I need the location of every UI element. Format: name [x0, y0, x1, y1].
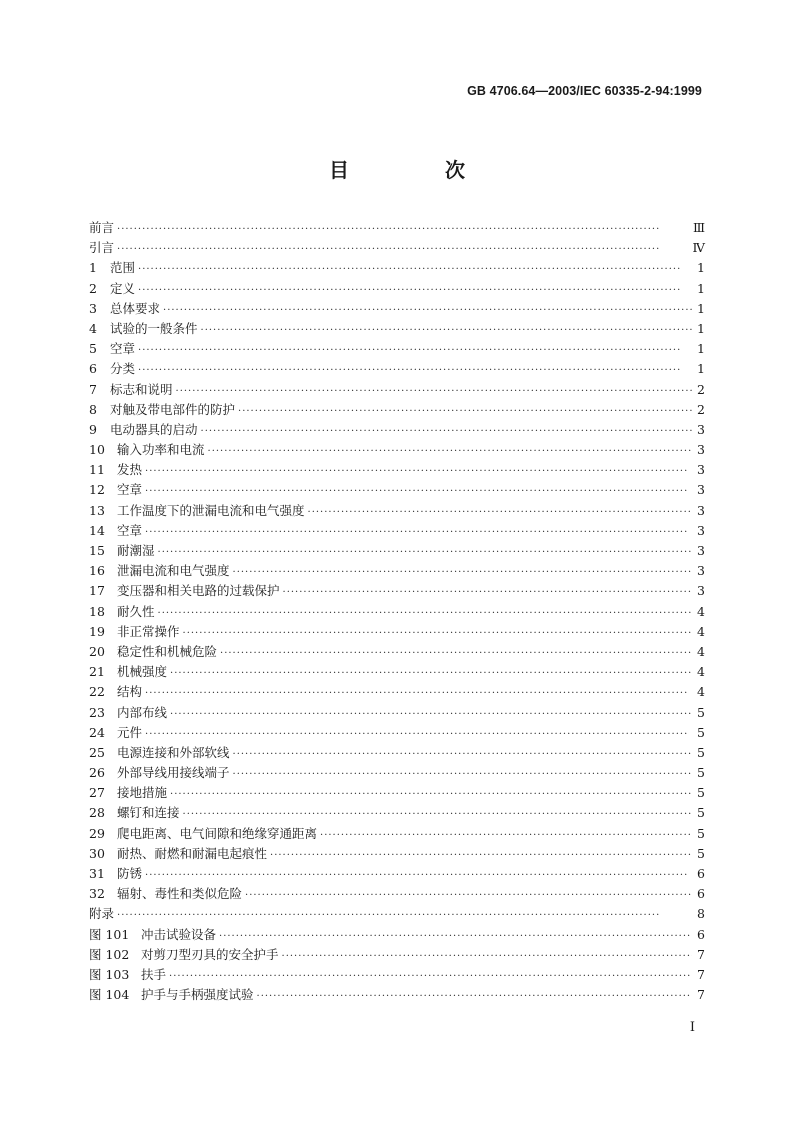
toc-entry[interactable]	[89, 763, 705, 783]
toc-entry-title: 变压器和相关电路的过载保护	[117, 583, 280, 599]
toc-entry-title: 内部布线	[117, 704, 168, 720]
toc-entry[interactable]	[89, 925, 705, 945]
toc-entry[interactable]	[89, 561, 705, 581]
toc-entry-title: 发热	[117, 462, 143, 478]
toc-entry-page: 7	[697, 966, 705, 982]
toc-entry-page: 4	[697, 664, 705, 680]
toc-leader-dots	[117, 220, 690, 240]
toc-entry[interactable]	[89, 743, 705, 763]
toc-entry-title: 范围	[110, 260, 136, 276]
toc-leader-dots	[245, 886, 692, 906]
toc-leader-dots	[201, 422, 692, 442]
toc-entry-number: 9	[89, 421, 97, 437]
table-of-contents	[89, 218, 705, 1005]
toc-leader-dots	[145, 684, 692, 704]
toc-entry-number: 29	[89, 825, 105, 841]
toc-leader-dots	[208, 442, 692, 462]
toc-leader-dots	[282, 947, 692, 967]
toc-entry-number: 16	[89, 563, 105, 579]
toc-entry-title: 电源连接和外部软线	[117, 744, 230, 760]
toc-entry-number: 15	[89, 543, 105, 558]
toc-leader-dots	[308, 503, 692, 523]
toc-entry-title: 工作温度下的泄漏电流和电气强度	[117, 502, 305, 518]
toc-entry-number: 28	[89, 805, 105, 821]
toc-entry[interactable]	[89, 420, 705, 440]
toc-entry-number: 6	[89, 361, 97, 377]
toc-entry[interactable]	[89, 339, 705, 359]
toc-entry[interactable]	[89, 864, 705, 884]
toc-leader-dots	[145, 725, 692, 745]
toc-leader-dots	[138, 341, 692, 361]
toc-leader-dots	[145, 482, 692, 502]
toc-entry-page: Ⅳ	[692, 240, 705, 256]
toc-entry-title: 冲击试验设备	[141, 926, 217, 942]
toc-entry-page: 4	[697, 603, 705, 619]
toc-entry-page: 5	[697, 785, 705, 801]
toc-entry-title: 前言	[89, 220, 115, 235]
toc-leader-dots	[183, 624, 692, 644]
toc-entry-number: 32	[89, 886, 105, 902]
toc-entry-title: 护手与手柄强度试验	[141, 987, 254, 1003]
toc-entry-title: 耐潮湿	[117, 543, 155, 558]
toc-entry-title: 引言	[89, 240, 115, 256]
toc-entry-number: 14	[89, 522, 105, 538]
toc-entry[interactable]	[89, 824, 705, 844]
toc-entry-title: 试验的一般条件	[110, 320, 198, 336]
toc-entry-number: 图 102	[89, 946, 130, 962]
toc-entry-title: 机械强度	[117, 664, 168, 680]
toc-entry[interactable]	[89, 662, 705, 682]
toc-entry[interactable]	[89, 258, 705, 278]
toc-entry-page: 5	[697, 704, 705, 720]
toc-leader-dots	[233, 563, 692, 583]
toc-entry[interactable]	[89, 703, 705, 723]
toc-entry[interactable]	[89, 783, 705, 803]
toc-entry-number: 18	[89, 603, 105, 619]
toc-leader-dots	[201, 321, 692, 341]
toc-entry-title: 输入功率和电流	[117, 442, 205, 458]
toc-entry-page: Ⅲ	[692, 220, 705, 235]
toc-entry-title: 扶手	[141, 966, 167, 982]
toc-entry-title: 对剪刀型刃具的安全护手	[141, 946, 279, 962]
toc-leader-dots	[270, 846, 692, 866]
toc-entry-title: 爬电距离、电气间隙和绝缘穿通距离	[117, 825, 318, 841]
toc-entry-number: 8	[89, 401, 97, 417]
toc-entry[interactable]	[89, 279, 705, 299]
toc-entry-title: 稳定性和机械危险	[117, 643, 218, 659]
toc-entry-title: 防锈	[117, 866, 143, 881]
toc-entry-title: 空章	[117, 522, 143, 538]
toc-entry-title: 耐热、耐燃和耐漏电起痕性	[117, 845, 268, 861]
toc-leader-dots	[170, 785, 692, 805]
toc-entry-title: 非正常操作	[117, 623, 180, 639]
toc-entry-number: 1	[89, 260, 97, 276]
toc-leader-dots	[257, 987, 692, 1007]
toc-leader-dots	[238, 402, 692, 422]
toc-leader-dots	[117, 240, 689, 260]
toc-entry-title: 接地措施	[117, 785, 168, 801]
toc-entry-page: 1	[697, 260, 705, 276]
toc-leader-dots	[170, 664, 692, 684]
toc-entry-number: 31	[89, 866, 105, 881]
toc-entry-page: 1	[697, 361, 705, 377]
toc-entry-page: 7	[697, 946, 705, 962]
toc-entry-page: 1	[697, 280, 705, 296]
toc-leader-dots	[117, 906, 692, 926]
toc-entry-page: 3	[697, 421, 705, 437]
toc-entry-number: 26	[89, 765, 105, 781]
toc-entry-number: 2	[89, 280, 97, 296]
toc-entry-number: 图 101	[89, 926, 130, 942]
toc-entry[interactable]	[89, 965, 705, 985]
toc-entry-page: 6	[697, 926, 705, 942]
toc-leader-dots	[233, 765, 692, 785]
toc-entry-title: 耐久性	[117, 603, 155, 619]
toc-leader-dots	[158, 543, 692, 563]
toc-entry[interactable]	[89, 460, 705, 480]
toc-entry-number: 17	[89, 583, 105, 599]
toc-entry[interactable]	[89, 803, 705, 823]
toc-entry-page: 3	[697, 583, 705, 599]
toc-entry-page: 8	[697, 906, 705, 922]
toc-leader-dots	[283, 583, 692, 603]
toc-entry-number: 30	[89, 845, 105, 861]
toc-entry-page: 2	[697, 381, 705, 397]
page-title: 目 次	[329, 158, 503, 182]
toc-entry-title: 对触及带电部件的防护	[110, 401, 236, 417]
toc-entry-number: 图 104	[89, 987, 130, 1003]
toc-entry-title: 标志和说明	[110, 381, 173, 397]
toc-entry-page: 3	[697, 462, 705, 478]
toc-leader-dots	[138, 260, 692, 280]
toc-entry-page: 6	[697, 886, 705, 902]
toc-entry-page: 2	[697, 401, 705, 417]
toc-entry[interactable]	[89, 440, 705, 460]
toc-leader-dots	[183, 805, 692, 825]
toc-entry[interactable]	[89, 904, 705, 924]
toc-entry-number: 27	[89, 785, 105, 801]
toc-leader-dots	[145, 866, 692, 886]
toc-entry-number: 24	[89, 724, 105, 740]
toc-entry[interactable]	[89, 238, 705, 258]
toc-entry-page: 6	[697, 866, 705, 881]
toc-entry[interactable]	[89, 380, 705, 400]
toc-leader-dots	[220, 644, 692, 664]
toc-entry-number: 7	[89, 381, 97, 397]
toc-entry-number: 图 103	[89, 966, 130, 982]
toc-entry-page: 5	[697, 744, 705, 760]
toc-leader-dots	[320, 826, 692, 846]
toc-entry[interactable]	[89, 581, 705, 601]
toc-entry-page: 3	[697, 442, 705, 458]
toc-leader-dots	[158, 604, 692, 624]
toc-entry-page: 7	[697, 987, 705, 1003]
toc-entry-number: 4	[89, 320, 97, 336]
page-number: I	[689, 1020, 695, 1035]
toc-entry-title: 电动器具的启动	[110, 421, 198, 437]
toc-entry-page: 3	[697, 543, 705, 558]
toc-entry[interactable]	[89, 218, 705, 238]
toc-entry-number: 13	[89, 502, 105, 518]
toc-entry-title: 定义	[110, 280, 136, 296]
toc-entry-page: 5	[697, 805, 705, 821]
toc-leader-dots	[170, 705, 692, 725]
toc-leader-dots	[233, 745, 692, 765]
toc-entry-page: 3	[697, 522, 705, 538]
toc-entry[interactable]	[89, 359, 705, 379]
toc-entry[interactable]	[89, 642, 705, 662]
toc-entry-page: 3	[697, 502, 705, 518]
toc-entry[interactable]	[89, 945, 705, 965]
standard-code: GB 4706.64—2003/IEC 60335-2-94:1999	[467, 84, 702, 98]
toc-entry[interactable]	[89, 501, 705, 521]
toc-entry[interactable]	[89, 985, 705, 1005]
toc-leader-dots	[169, 967, 692, 987]
toc-entry-number: 19	[89, 623, 105, 639]
toc-entry-page: 4	[697, 623, 705, 639]
toc-leader-dots	[163, 301, 692, 321]
toc-entry-title: 泄漏电流和电气强度	[117, 563, 230, 579]
toc-entry-page: 5	[697, 765, 705, 781]
toc-entry-number: 25	[89, 744, 105, 760]
toc-entry[interactable]	[89, 884, 705, 904]
toc-entry-number: 10	[89, 442, 105, 458]
toc-entry[interactable]	[89, 602, 705, 622]
toc-entry[interactable]	[89, 723, 705, 743]
toc-entry-page: 1	[697, 300, 705, 316]
toc-entry-page: 4	[697, 643, 705, 659]
toc-entry[interactable]	[89, 319, 705, 339]
toc-entry-page: 3	[697, 563, 705, 579]
toc-leader-dots	[138, 361, 692, 381]
toc-entry-number: 20	[89, 643, 105, 659]
toc-entry-number: 5	[89, 341, 97, 357]
toc-entry-page: 3	[697, 482, 705, 498]
toc-entry[interactable]	[89, 844, 705, 864]
toc-entry-title: 外部导线用接线端子	[117, 765, 230, 781]
toc-entry-page: 5	[697, 724, 705, 740]
toc-entry-page: 5	[697, 845, 705, 861]
toc-entry-title: 元件	[117, 724, 143, 740]
toc-entry[interactable]	[89, 622, 705, 642]
toc-entry-title: 空章	[117, 482, 143, 498]
toc-entry-number: 11	[89, 462, 105, 478]
toc-entry-title: 辐射、毒性和类似危险	[117, 886, 243, 902]
toc-entry-number: 3	[89, 300, 97, 316]
toc-leader-dots	[145, 462, 692, 482]
toc-entry[interactable]	[89, 299, 705, 319]
toc-leader-dots	[145, 523, 692, 543]
toc-entry-number: 12	[89, 482, 105, 498]
toc-entry[interactable]	[89, 480, 705, 500]
toc-leader-dots	[138, 281, 692, 301]
toc-entry-page: 5	[697, 825, 705, 841]
toc-entry-number: 22	[89, 684, 105, 700]
toc-entry-number: 23	[89, 704, 105, 720]
toc-entry[interactable]	[89, 682, 705, 702]
toc-leader-dots	[176, 382, 692, 402]
toc-entry-title: 分类	[110, 361, 136, 377]
toc-entry[interactable]	[89, 400, 705, 420]
toc-entry-title: 螺钉和连接	[117, 805, 180, 821]
toc-entry-title: 总体要求	[110, 300, 161, 316]
toc-leader-dots	[219, 927, 692, 947]
toc-entry[interactable]	[89, 521, 705, 541]
toc-entry-title: 结构	[117, 684, 143, 700]
toc-entry[interactable]	[89, 541, 705, 561]
toc-entry-page: 4	[697, 684, 705, 700]
toc-entry-page: 1	[697, 341, 705, 357]
toc-entry-title: 空章	[110, 341, 136, 357]
toc-entry-number: 21	[89, 664, 105, 680]
toc-entry-page: 1	[697, 320, 705, 336]
toc-entry-title: 附录	[89, 906, 115, 922]
